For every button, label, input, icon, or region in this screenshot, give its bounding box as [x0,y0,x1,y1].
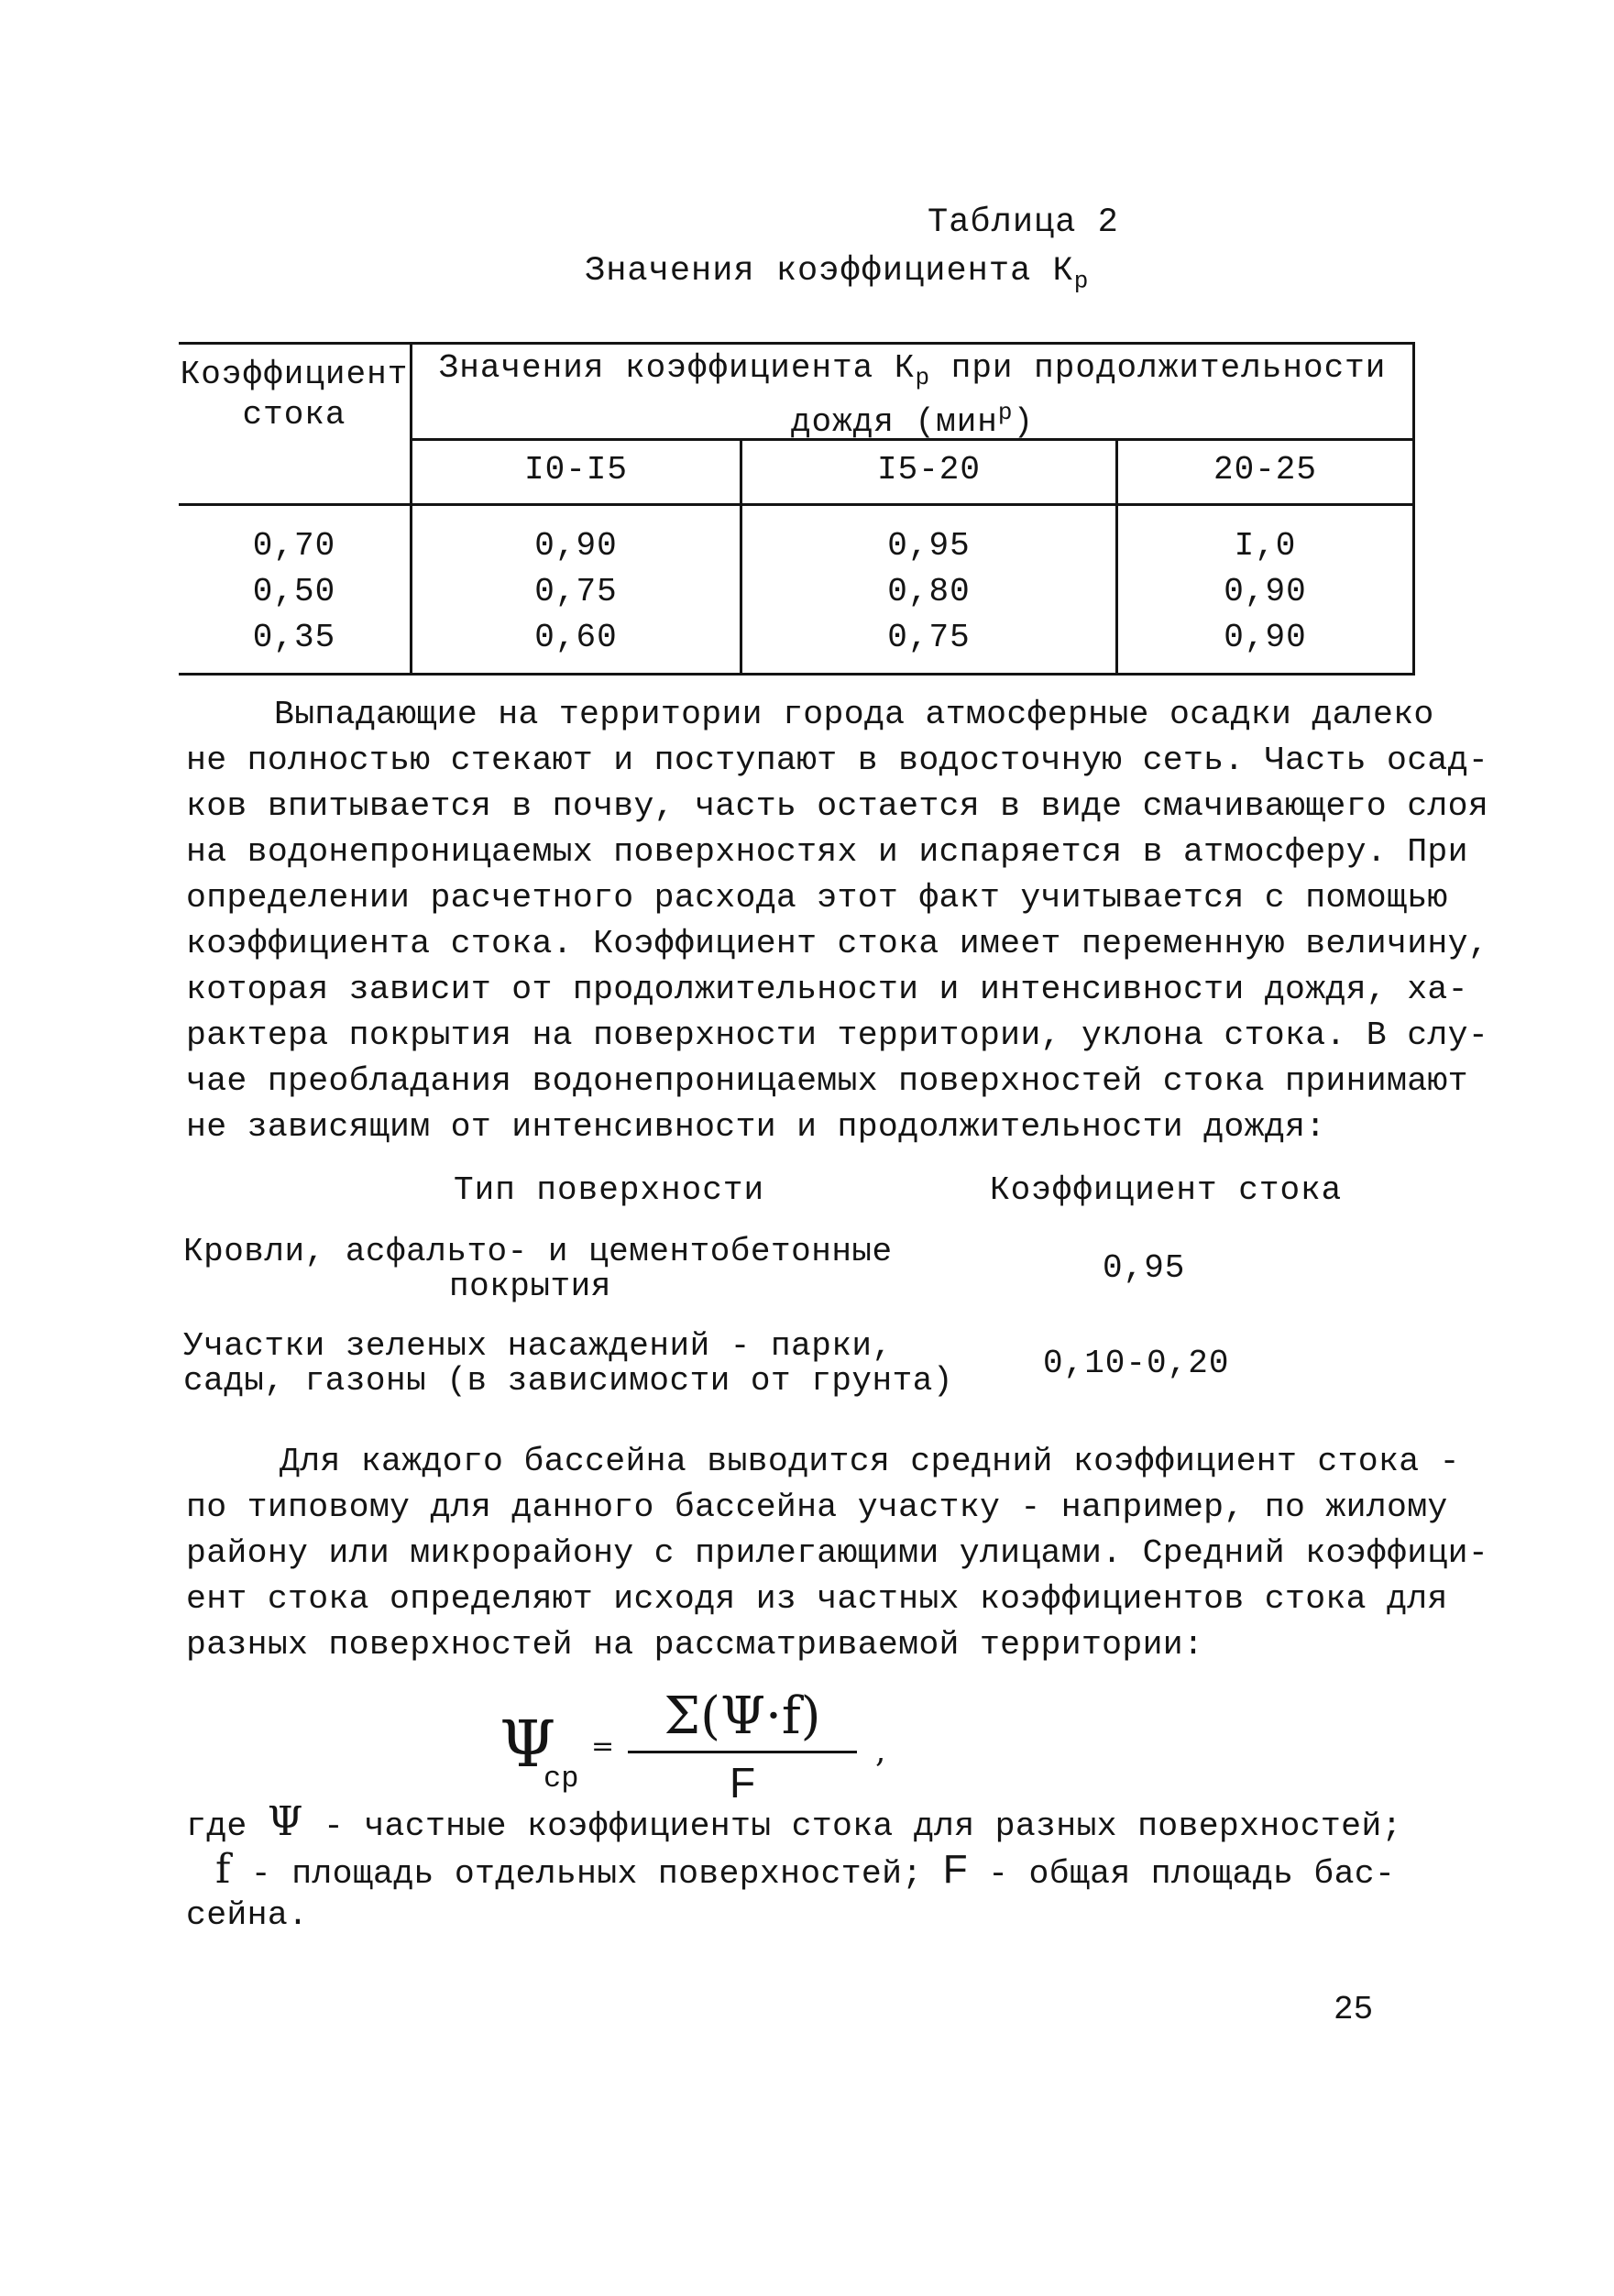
table-title [585,252,1089,294]
psi-symbol: Ψ [267,1798,303,1845]
cell-value: 0,90 [534,527,618,565]
table-row [179,523,410,661]
paragraph-line: району или микрорайону с прилегающими улицами. Средний коэффици- [186,1534,1489,1572]
header-runoff-coefficient [179,355,410,435]
paragraph-runoff [186,692,1489,1150]
cell-coef: 0,70 [252,527,336,565]
paragraph-line: на водонепроницаемых поверхностях и испаряется в атмосферу. При [186,833,1468,871]
surface-line: Участки зеленых насаждений - парки, [183,1327,893,1365]
header-runoff-line2: стока [242,396,346,434]
header-kr-line2: дождя (мин$^р$) [790,399,1035,442]
where-line-1: где Ψ - частные коэффициенты стока для разных поверхностей; [186,1798,1402,1845]
subheader-10-15: I0-I5 [523,451,629,489]
paragraph-line: ент стока определяют исходя из частных коэффициентов стока для [186,1580,1448,1618]
paragraph-line: рактера покрытия на поверхности территории, уклона стока. В слу- [186,1016,1489,1054]
table-caption: Таблица 2 [928,203,1119,242]
paragraph-line: которая зависит от продолжительности и интенсивности дождя, ха- [186,971,1468,1008]
paragraph-line: ков впитывается в почву, часть остается в виде смачивающего слоя [186,787,1489,825]
coefficient-table [179,342,1415,676]
surface-line: Кровли, асфальто- и цементобетонные [183,1233,893,1270]
subheader-20-25: 20-25 [1213,451,1318,489]
table-title-sub: р [1073,267,1090,295]
cell-value: I,0 [1234,527,1297,565]
paragraph-line: разных поверхностей на рассматриваемой территории: [186,1626,1204,1664]
header-kr-values [412,351,1412,440]
table-row [1118,523,1412,661]
cell-coef: 0,50 [252,573,336,610]
subheader-15-20: I5-20 [876,451,982,489]
formula-psi-subscript: ср [543,1762,579,1796]
formula-denominator: F [729,1759,756,1807]
surface-coef-header: Коэффициент стока [990,1171,1343,1209]
table-row [742,523,1115,661]
paragraph-line: чае преобладания водонепроницаемых поверхностей стока принимают [186,1062,1468,1100]
where-line-3: сейна. [186,1896,309,1934]
table-top-border [179,342,1415,345]
cell-value: 0,90 [1224,619,1307,656]
header-runoff-line1: Коэффициент [180,356,409,393]
paragraph-line: Выпадающие на территории города атмосферные осадки далеко [274,696,1434,733]
cell-value: 0,75 [534,573,618,610]
table-row [412,523,740,661]
surface-line: сады, газоны (в зависимости от грунта) [183,1362,953,1400]
cell-value: 0,60 [534,619,618,656]
paragraph-line: определении расчетного расхода этот факт учитывается с помощью [186,879,1448,917]
paragraph-line: не полностью стекают и поступают в водосточную сеть. Часть осад- [186,742,1489,779]
cell-value: 0,95 [887,527,971,565]
surface-value-roofs: 0,95 [1103,1249,1186,1287]
table-right-border [1412,342,1415,676]
paragraph-line: не зависящим от интенсивности и продолжительности дождя: [186,1108,1326,1146]
surface-line: покрытия [449,1268,611,1305]
paragraph-line: коэффициента стока. Коэффициент стока имеет переменную величину, [186,925,1489,962]
where-line-2: f - площадь отдельных поверхностей; F - общая площадь бас- [215,1846,1396,1893]
table-bottom-border [179,673,1415,676]
big-f-symbol: F [942,1847,968,1892]
surface-value-green: 0,10-0,20 [1043,1345,1230,1382]
surface-item-roofs [183,1235,893,1304]
table-title-text: Значения коэффициента К [585,252,1074,291]
surface-item-green [183,1329,953,1399]
table-header-bottom-border [179,503,1415,506]
header-kr-line1: Значения коэффициента $К_р$ при продолжительности [438,349,1387,392]
paragraph-basin [186,1439,1489,1668]
cell-value: 0,80 [887,573,971,610]
cell-value: 0,90 [1224,573,1307,610]
formula-comma: , [875,1732,886,1770]
paragraph-line: по типовому для данного бассейна участку - например, по жилому [186,1489,1448,1526]
paragraph-line: Для каждого бассейна выводится средний коэффициент стока - [280,1443,1460,1480]
formula-fraction-bar [628,1751,857,1753]
f-symbol: f [215,1846,231,1893]
formula-equals: = [591,1730,615,1763]
cell-value: 0,75 [887,619,971,656]
surface-type-header: Тип поверхности [454,1171,765,1209]
formula-psi: Ψ [500,1707,556,1782]
formula-numerator: Σ(Ψ·f) [664,1686,821,1746]
page-number: 25 [1334,1991,1374,2028]
cell-coef: 0,35 [252,619,336,656]
